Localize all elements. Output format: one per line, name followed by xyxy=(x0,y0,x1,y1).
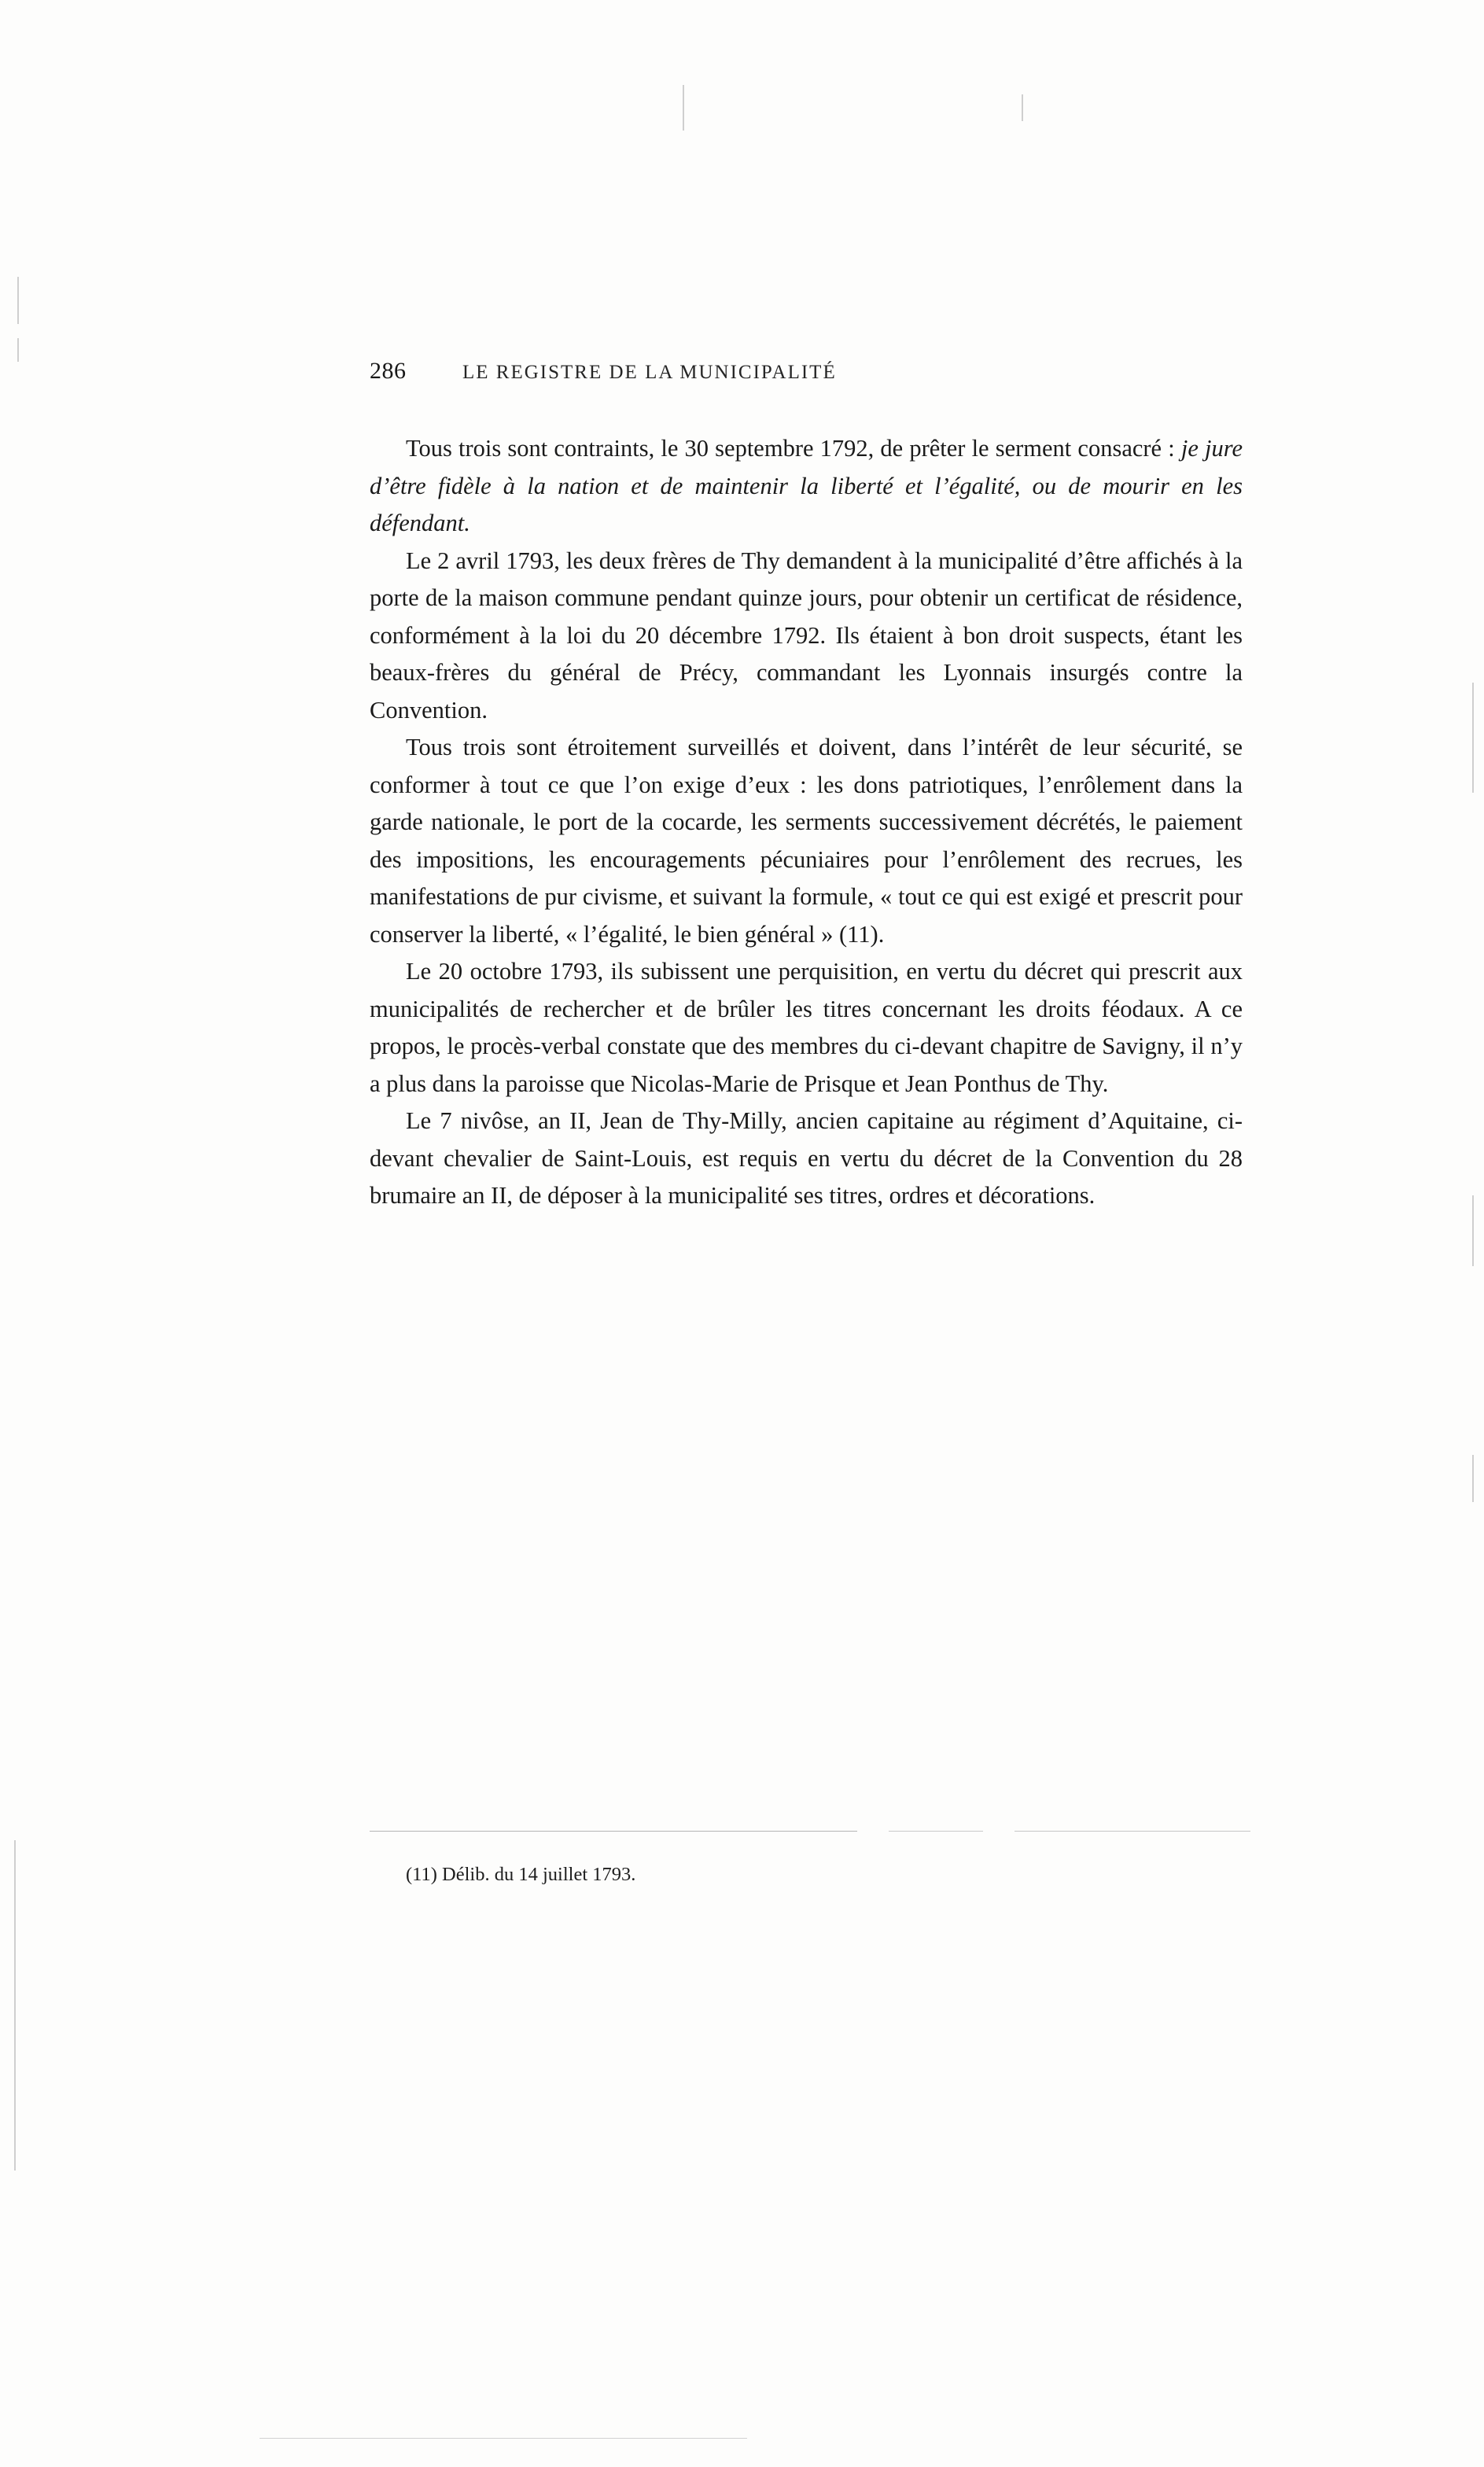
scan-artifact xyxy=(1472,1195,1474,1266)
page-bottom-artifact xyxy=(260,2438,747,2439)
text-run: Le 2 avril 1793, les deux frères de Thy demandent à la municipalité d’être affichés à la porte de la maison commune pendant quinze jours, pour obtenir un certificat de résidence, conformément à la loi du 20 décembre 1792. Ils étaient à bon droit suspects, étant les beaux-frères du général de Précy, commandant les Lyonnais insurgés contre la Convention. xyxy=(370,547,1243,724)
scan-artifact xyxy=(1472,1455,1474,1502)
running-head: LE REGISTRE DE LA MUNICIPALITÉ xyxy=(462,362,837,383)
paragraph xyxy=(370,729,1243,953)
footnote-rule-segment xyxy=(1014,1831,1250,1832)
folio-number: 286 xyxy=(370,358,407,384)
scan-artifact xyxy=(17,277,19,324)
footnote-rule-segment xyxy=(889,1831,983,1832)
scan-artifact xyxy=(683,85,684,131)
text-run: Tous trois sont étroitement surveillés et doivent, dans l’intérêt de leur sécurité, se conformer à tout ce que l’on exige d’eux : les dons patriotiques, l’enrôlement dans la garde nationale, le port de la cocarde, les serments successivement décrétés, le paiement des impositions, les encouragements pécuniaires pour l’enrôlement des recrues, les manifestations de pur civisme, et suivant la formule, « tout ce qui est exigé et prescrit pour conserver la liberté, « l’égalité, le bien général » (11). xyxy=(370,734,1243,948)
paragraph xyxy=(370,543,1243,730)
scan-artifact xyxy=(14,1840,16,2171)
text-run: Le 7 nivôse, an II, Jean de Thy-Milly, ancien capitaine au régiment d’Aquitaine, ci-devant chevalier de Saint-Louis, est requis en vertu du décret de la Convention du 28 brumaire an II, de déposer à la municipalité ses titres, ordres et décorations. xyxy=(370,1107,1243,1209)
page-header xyxy=(370,358,1243,385)
italic-run: je jure d’être fidèle à la nation et de maintenir la liberté et l’égalité, ou de mourir en les défendant. xyxy=(370,435,1243,536)
scan-artifact xyxy=(17,338,19,362)
text-run: Le 20 octobre 1793, ils subissent une perquisition, en vertu du décret qui prescrit aux municipalités de rechercher et de brûler les titres concernant les droits féodaux. A ce propos, le procès-verbal constate que des membres du ci-devant chapitre de Savigny, il n’y a plus dans la paroisse que Nicolas-Marie de Prisque et Jean Ponthus de Thy. xyxy=(370,958,1243,1097)
paragraph xyxy=(370,1103,1243,1215)
scan-artifact xyxy=(1472,683,1474,793)
paragraph xyxy=(370,953,1243,1103)
text-run: Tous trois sont contraints, le 30 septembre 1792, de prêter le serment consacré : xyxy=(406,435,1181,462)
footnote: (11) Délib. du 14 juillet 1793. xyxy=(406,1864,636,1885)
footnote-rule xyxy=(370,1831,857,1832)
paragraph xyxy=(370,430,1243,543)
page-text-column xyxy=(370,358,1243,1215)
scan-artifact xyxy=(1022,94,1023,121)
